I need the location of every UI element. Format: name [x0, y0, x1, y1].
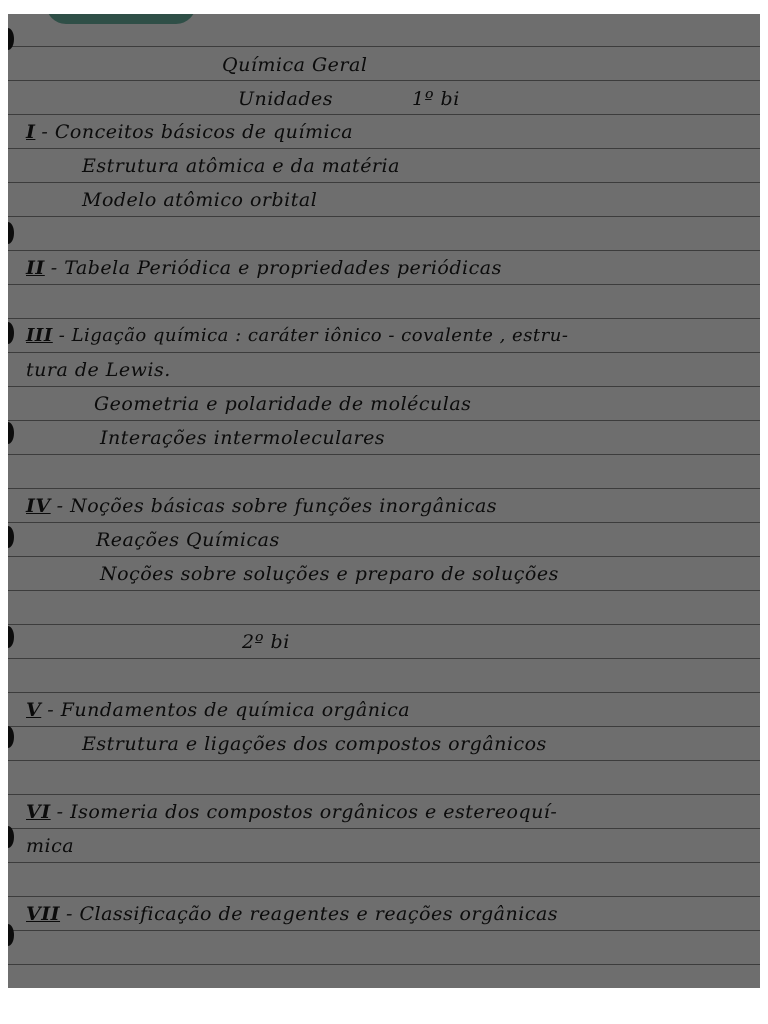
top-decoration: [46, 14, 196, 24]
unit-heading-text: - Conceitos básicos de química: [41, 121, 354, 143]
ruled-line: [8, 114, 760, 115]
ruled-line: [8, 420, 760, 421]
subtopic: Estrutura atômica e da matéria: [82, 155, 400, 177]
binder-hole: [8, 322, 14, 344]
ruled-line: [8, 658, 760, 659]
unit-heading: [26, 699, 410, 721]
unit-heading: [26, 257, 502, 279]
ruled-line: [8, 896, 760, 897]
notebook-page: [8, 14, 760, 988]
ruled-line: [8, 794, 760, 795]
ruled-line: [8, 590, 760, 591]
ruled-line: [8, 760, 760, 761]
ruled-line: [8, 522, 760, 523]
unit-numeral: V: [26, 699, 42, 721]
binder-hole: [8, 626, 14, 648]
binder-hole: [8, 826, 14, 848]
subtopic: Interações intermoleculares: [100, 427, 386, 449]
subtopic: Modelo atômico orbital: [82, 189, 318, 211]
subtopic: Reações Químicas: [96, 529, 280, 551]
page-subtitle-units: Unidades: [238, 88, 333, 110]
binder-hole: [8, 222, 14, 244]
unit-heading-text: - Ligação química : caráter iônico - covalente , estru-: [58, 325, 569, 346]
unit-numeral: VI: [26, 801, 51, 823]
ruled-line: [8, 862, 760, 863]
ruled-line: [8, 250, 760, 251]
ruled-line: [8, 828, 760, 829]
unit-heading-text: - Isomeria dos compostos orgânicos e estereoquí-: [56, 801, 558, 823]
unit-heading: [26, 325, 568, 346]
unit-heading: [26, 121, 353, 143]
unit-heading-text: - Fundamentos de química orgânica: [47, 699, 411, 721]
unit-heading: [26, 801, 557, 823]
unit-heading-text: - Tabela Periódica e propriedades periódicas: [50, 257, 502, 279]
ruled-line: [8, 386, 760, 387]
subtopic: Noções sobre soluções e preparo de soluções: [100, 563, 559, 585]
subtopic: Geometria e polaridade de moléculas: [94, 393, 472, 415]
binder-hole: [8, 726, 14, 748]
ruled-line: [8, 488, 760, 489]
ruled-line: [8, 726, 760, 727]
ruled-line: [8, 930, 760, 931]
ruled-line: [8, 182, 760, 183]
unit-numeral: I: [26, 121, 36, 143]
ruled-line: [8, 80, 760, 81]
unit-numeral: II: [26, 257, 45, 279]
ruled-line: [8, 624, 760, 625]
ruled-line: [8, 216, 760, 217]
ruled-line: [8, 556, 760, 557]
ruled-line: [8, 318, 760, 319]
unit-heading-text: - Noções básicas sobre funções inorgânicas: [56, 495, 498, 517]
ruled-line: [8, 284, 760, 285]
subtopic: Estrutura e ligações dos compostos orgânicos: [82, 733, 547, 755]
subtopic: tura de Lewis.: [26, 359, 171, 381]
unit-heading: [26, 495, 497, 517]
subtopic: mica: [26, 835, 75, 857]
ruled-line: [8, 692, 760, 693]
binder-hole: [8, 526, 14, 548]
page-subtitle-period: 1º bi: [412, 88, 460, 110]
unit-numeral: VII: [26, 903, 61, 925]
ruled-line: [8, 46, 760, 47]
binder-hole: [8, 924, 14, 946]
binder-hole: [8, 422, 14, 444]
ruled-line: [8, 454, 760, 455]
unit-numeral: IV: [26, 495, 51, 517]
page-title: Química Geral: [222, 54, 368, 76]
period-heading: 2º bi: [242, 631, 290, 653]
unit-heading-text: - Classificação de reagentes e reações orgânicas: [66, 903, 559, 925]
ruled-line: [8, 352, 760, 353]
ruled-line: [8, 964, 760, 965]
unit-heading: [26, 903, 558, 925]
ruled-line: [8, 148, 760, 149]
unit-numeral: III: [26, 325, 53, 346]
